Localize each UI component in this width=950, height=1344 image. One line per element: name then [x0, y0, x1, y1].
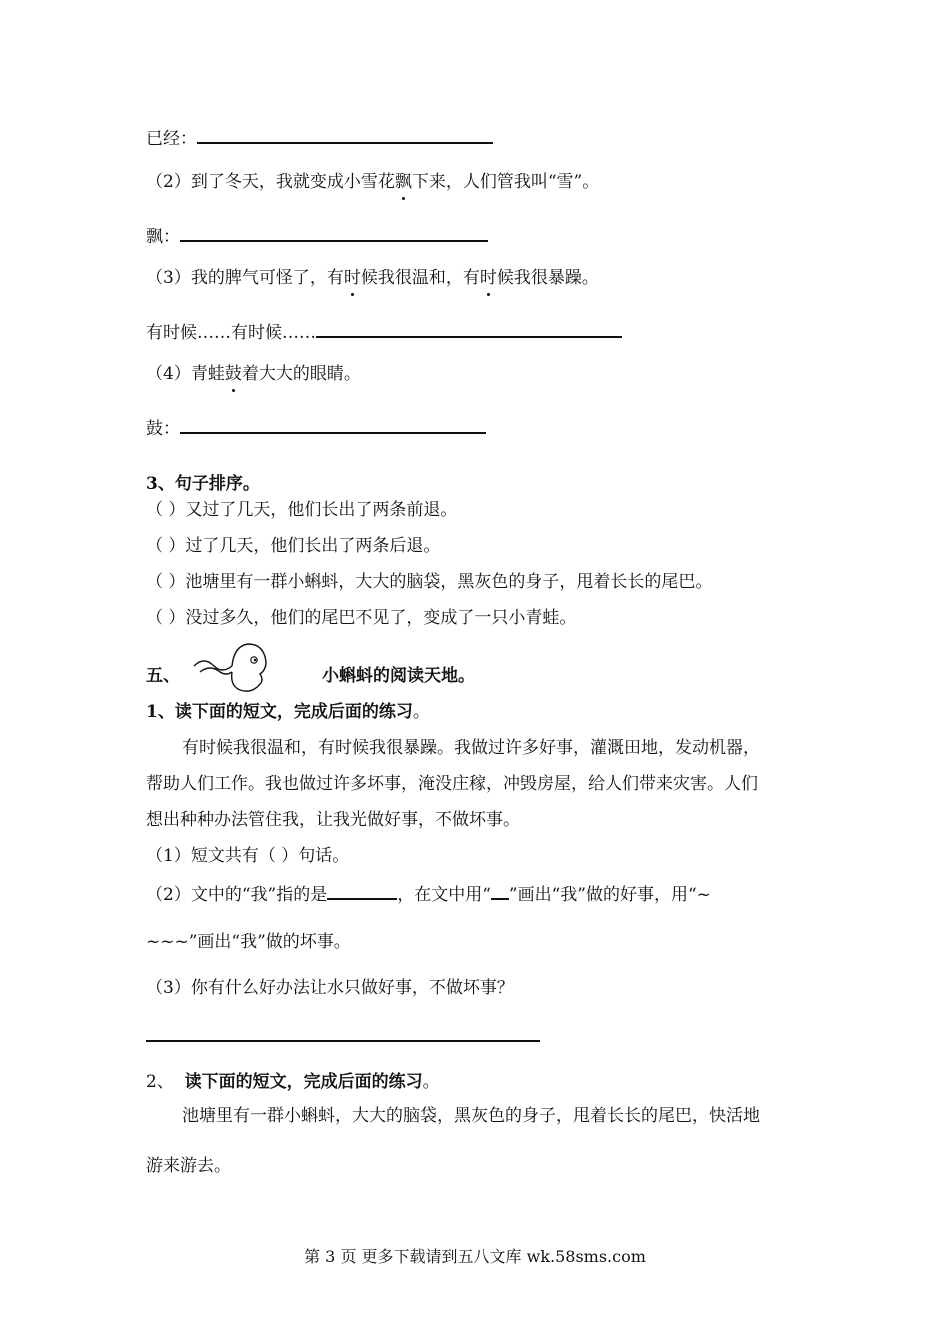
- dotted-word-youshihou-1: 有时候: [326, 268, 378, 288]
- q1-part-2-cont: ~~~”画出“我”做的坏事。: [146, 932, 351, 952]
- sentence-4: （4）青蛙鼓着大大的眼睛。: [146, 364, 361, 384]
- order-item-2[interactable]: （ ）过了几天，他们长出了两条后退。: [146, 536, 441, 556]
- yijing-answer-blank[interactable]: [197, 124, 493, 144]
- youshihou-answer-blank[interactable]: [316, 318, 622, 338]
- sentence-3: （3）我的脾气可怪了，有时候我很温和，有时候我很暴躁。: [146, 268, 599, 288]
- passage1-line-3: 想出种种办法管住我，让我光做好事，不做坏事。: [146, 810, 520, 830]
- passage1-line-2: 帮助人们工作。我也做过许多坏事，淹没庄稼，冲毁房屋，给人们带来灾害。人们: [146, 774, 758, 794]
- tadpole-icon: [190, 640, 270, 696]
- gu-line: 鼓：: [146, 414, 486, 441]
- passage2-line-2: 游来游去。: [146, 1156, 231, 1176]
- dotted-word-piao: 飘: [394, 172, 412, 192]
- page-footer: 第 3 页 更多下载请到五八文库 wk.58sms.com: [304, 1247, 646, 1266]
- order-item-4[interactable]: （ ）没过多久，他们的尾巴不见了，变成了一只小青蛙。: [146, 608, 577, 628]
- passage1-line-1: 有时候我很温和，有时候我很暴躁。我做过许多好事，灌溉田地，发动机器，: [182, 738, 760, 758]
- q1-part-2: （2）文中的“我”指的是 ，在文中用“ ”画出“我”做的好事，用“~: [146, 880, 711, 907]
- sentence-2: （2）到了冬天，我就变成小雪花飘下来，人们管我叫“雪”。: [146, 172, 600, 192]
- q1-title: 1、读下面的短文，完成后面的练习。: [146, 702, 430, 722]
- piao-answer-blank[interactable]: [180, 222, 488, 242]
- order-item-1[interactable]: （ ）又过了几天，他们长出了两条前退。: [146, 500, 458, 520]
- dotted-word-gu: 鼓: [224, 364, 242, 384]
- section-5-number: 五、: [146, 666, 180, 686]
- piao-line: 飘：: [146, 222, 488, 249]
- q2-title: 2、 读下面的短文，完成后面的练习。: [146, 1072, 440, 1092]
- yijing-line: 已经：: [146, 124, 493, 151]
- passage2-line-1: 池塘里有一群小蝌蚪，大大的脑袋，黑灰色的身子，甩着长长的尾巴，快活地: [182, 1106, 760, 1126]
- q3-title: 3、句子排序。: [146, 474, 260, 494]
- gu-answer-blank[interactable]: [180, 414, 486, 434]
- dotted-word-youshihou-2: 有时候: [462, 268, 514, 288]
- underline-sample: [491, 880, 509, 900]
- wo-answer-blank[interactable]: [327, 880, 397, 900]
- q1-part-1[interactable]: （1）短文共有（ ）句话。: [146, 846, 350, 866]
- order-item-3[interactable]: （ ）池塘里有一群小蝌蚪，大大的脑袋，黑灰色的身子，甩着长长的尾巴。: [146, 572, 713, 592]
- q1-part-3-answer-line[interactable]: [146, 1040, 540, 1042]
- youshihou-line: 有时候……有时候……: [146, 318, 622, 345]
- q1-part-3: （3）你有什么好办法让水只做好事，不做坏事？: [146, 978, 514, 998]
- section-5-title: 小蝌蚪的阅读天地。: [322, 666, 475, 686]
